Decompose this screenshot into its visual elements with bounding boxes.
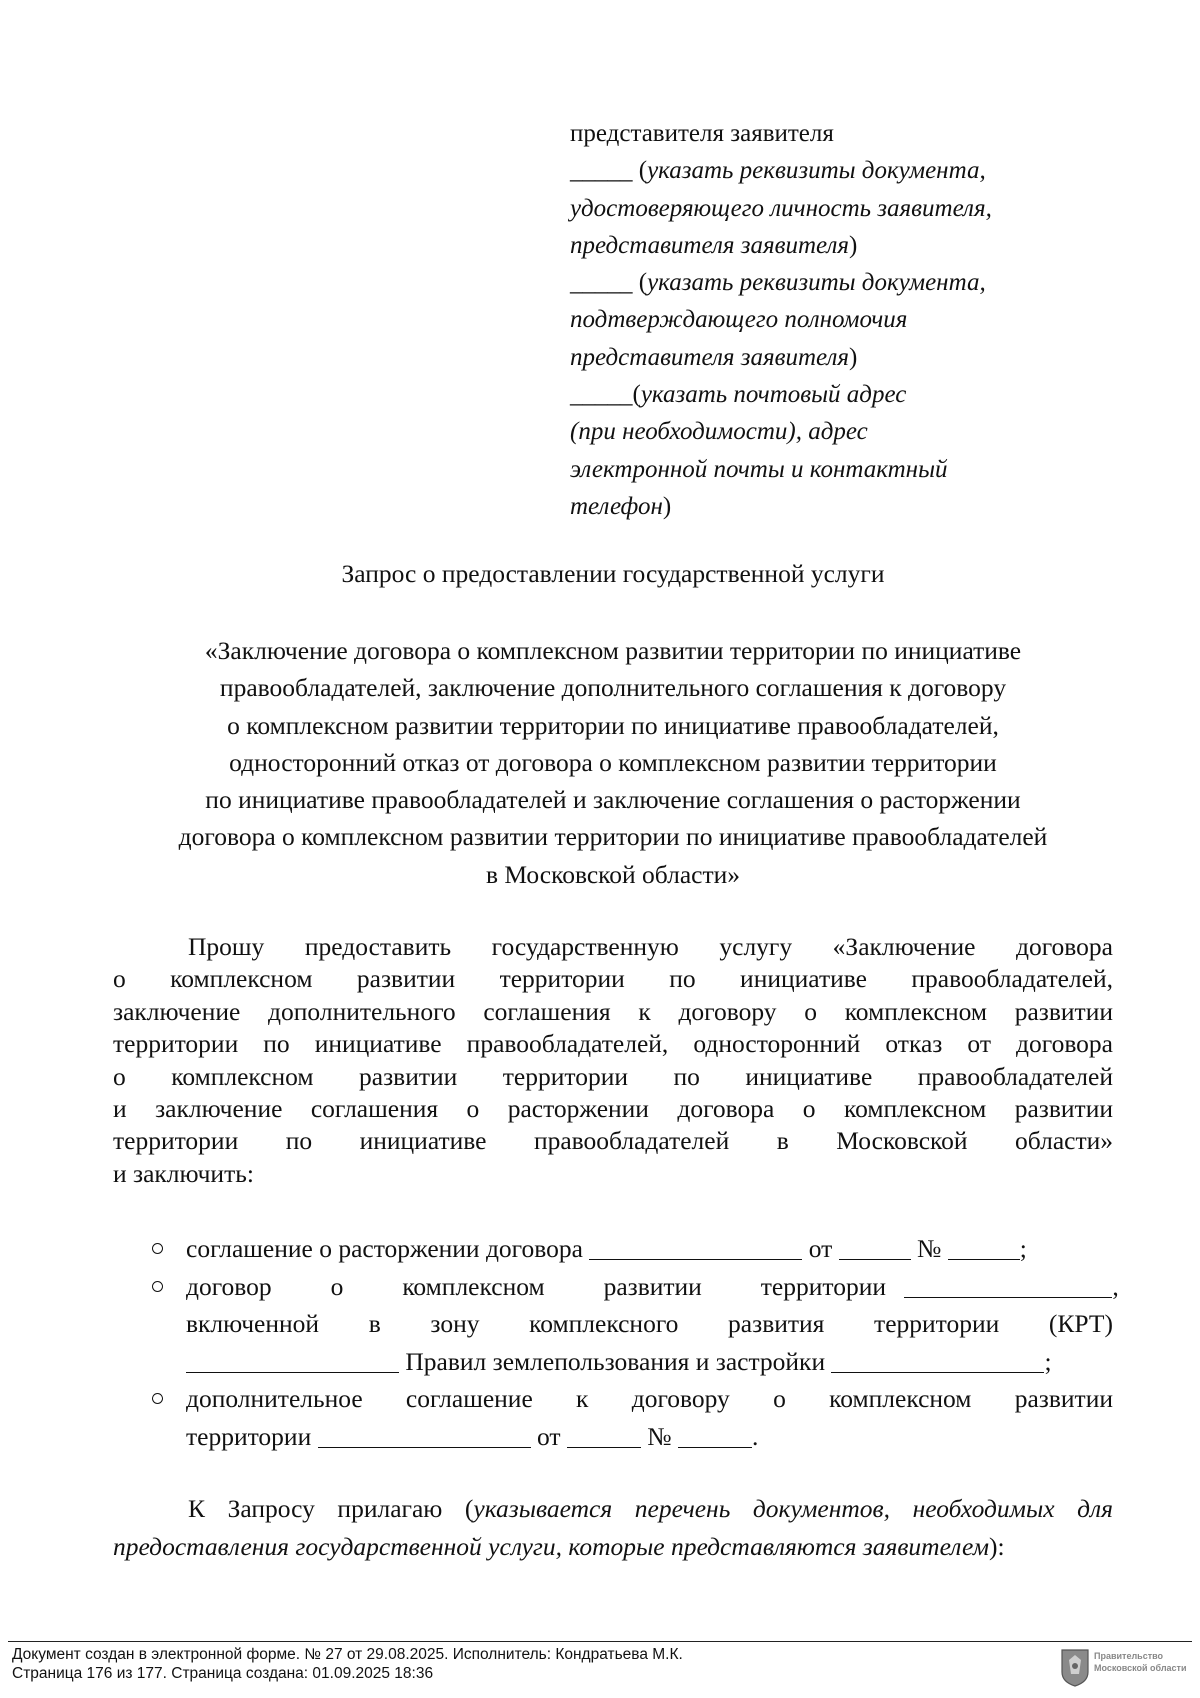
service-name-line: по инициативе правообладателей и заключение соглашения о расторжении [205,785,1021,815]
request-line: и заключить: [113,1158,254,1188]
request-line: о комплексном развитии территории по инициативе правообладателей, [113,964,1113,994]
blank-field[interactable] [567,1423,641,1448]
attachments-paragraph: К Запросу прилагаю (указывается перечень документов, необходимых для предоставления государственной услуги, которые представляются заявителем): [113,1494,1113,1561]
request-line: территории по инициативе правообладателей в Московской области» [113,1126,1113,1156]
circle-bullet-icon [152,1243,163,1254]
applicant-line: представителя заявителя) [570,231,858,259]
blank-field[interactable] [186,1348,399,1373]
service-name-line: в Московской области» [485,859,741,889]
footer-line: Страница 176 из 177. Страница создана: 01.09.2025 18:36 [12,1664,434,1682]
request-line: Прошу предоставить государственную услугу «Заключение договора [188,932,1113,961]
service-name-line: правообладателей, заключение дополнительного соглашения к договору [219,673,1007,703]
list-item: соглашение о расторжении договора от № ; [150,1230,1113,1268]
request-line: о комплексном развитии территории по инициативе правообладателей [113,1061,1113,1091]
applicant-line: телефон) [570,492,672,520]
applicant-line: представителя заявителя [570,120,834,147]
applicant-line: представителя заявителя) [570,343,858,371]
applicant-line: _____ (указать реквизиты документа, [570,269,986,297]
request-line: и заключение соглашения о расторжении договора о комплексном развитии [113,1093,1113,1123]
blank-field[interactable] [839,1235,911,1260]
government-label: Правительство Московской области [1094,1651,1187,1673]
applicant-line: (при необходимости), адрес [570,418,868,446]
service-name-line: договора о комплексном развитии территории по инициативе правообладателей [178,822,1048,852]
request-paragraph [113,931,1113,1190]
list-item: договор о комплексном развитии территории , включенной в зону комплексного развития территории (КРТ) Правил землепользования и застройки ; [150,1268,1113,1381]
applicant-line: _____(указать почтовый адрес [570,381,907,409]
blank-field[interactable] [678,1423,752,1448]
coat-of-arms-icon [1060,1648,1090,1688]
applicant-line: удостоверяющего личность заявителя, [570,194,992,222]
service-name-line: односторонний отказ от договора о комплексном развитии территории [229,747,997,777]
list-item: дополнительное соглашение к договору о комплексном развитии территории от № . [150,1380,1113,1455]
footer-divider [8,1641,1192,1642]
footer [12,1646,683,1683]
page-title: Запрос о предоставлении государственной услуги [341,559,885,588]
request-line: заключение дополнительного соглашения к договору о комплексном развитии [113,996,1113,1026]
blank-field[interactable] [904,1273,1112,1298]
request-line: территории по инициативе правообладателей, односторонний отказ от договора [113,1029,1113,1059]
blank-field[interactable] [948,1235,1020,1260]
applicant-details [570,115,1090,525]
options-list [150,1230,1119,1455]
service-name [0,632,1200,893]
circle-bullet-icon [152,1281,163,1292]
applicant-line: подтверждающего полномочия [570,306,908,334]
circle-bullet-icon [152,1393,163,1404]
blank-field[interactable] [318,1423,531,1448]
blank-field[interactable] [589,1235,802,1260]
applicant-line: электронной почты и контактный [570,455,948,483]
blank-field[interactable] [831,1348,1044,1373]
service-name-line: «Заключение договора о комплексном развитии территории по инициативе [204,636,1022,665]
service-name-line: о комплексном развитии территории по инициативе правообладателей, [227,710,999,740]
footer-line: Документ создан в электронной форме. № 27 от 29.08.2025. Исполнитель: Кондратьева М.К. [12,1646,683,1663]
applicant-line: _____ (указать реквизиты документа, [570,157,986,185]
